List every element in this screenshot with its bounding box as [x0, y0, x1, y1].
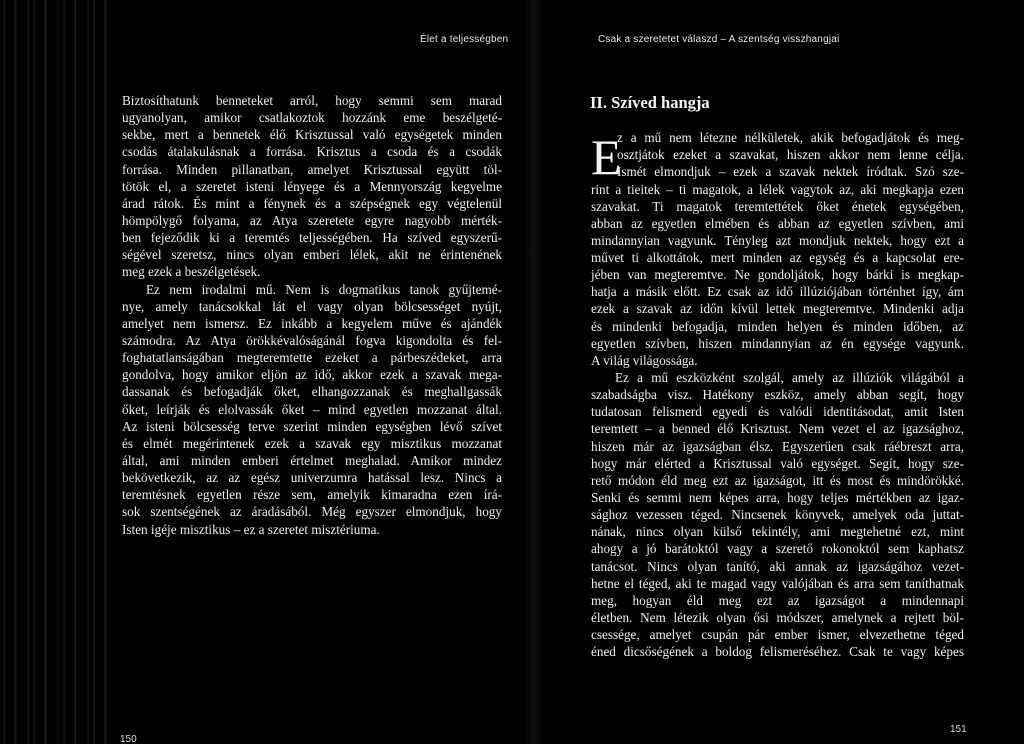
text-line: hiszen már az igazságban élsz. Egyszerűen csak ráébreszt arra, [591, 438, 964, 454]
text-line: ezek a szavak az időn kívül lettek megteremtve. Mindenki adja [591, 301, 964, 317]
text-line: amelyet nem ismersz. Ez inkább a kegyelem műve és ajándék [122, 315, 502, 331]
text-line: éned dicsőségének a boldog felismeréséhez. Csak te vagy képes [591, 644, 964, 660]
text-line: művet ti alkottátok, mert minden az egység és a kapcsolat ere- [591, 250, 964, 266]
text-line: életben. Nem létezik olyan ősi módszer, amelynek a rejtett böl- [591, 610, 964, 626]
text-line: teremtésnek egyetlen része sem, amelyik kimaradna ezen írá- [122, 487, 502, 503]
text-line: jében van megteremtve. Ne gondoljátok, hogy bárki is megkap- [591, 267, 964, 283]
text-line: teremtett – a benned élő Krisztust. Nem vezet el az igazsághoz, [591, 421, 964, 437]
text-line: Ez nem irodalmi mű. Nem is dogmatikus tanok gyűjtemé- [146, 281, 502, 297]
text-line: Ez a mű eszközként szolgál, amely az illúziók világából a [615, 370, 964, 386]
text-line: meg ezek a beszélgetések. [122, 264, 261, 280]
text-line: árad rátok. És mint a fénynek és a szépségnek egy végtelenül [122, 195, 502, 211]
left-page-number: 150 [120, 734, 137, 744]
drop-cap: E [591, 129, 622, 185]
text-line: számodra. Az Atya örökkévalóságánál fogva kigondolta és fel- [122, 332, 502, 348]
text-line: ben fejeződik ki a teremtés teljességében. Ha szíved egyszerű- [122, 230, 502, 246]
text-line: csessége, amelyet csupán pár ember ismer, elvezethetne téged [591, 627, 964, 643]
text-line: sok szentségének az áradásából. Még egyszer elmondjuk, hogy [122, 504, 502, 520]
text-line: ahogy a jó barátoktól vagy a szerető rokonoktól sem kaphatsz [591, 541, 964, 557]
text-line: Biztosíthatunk benneteket arról, hogy semmi sem marad [122, 93, 502, 108]
text-line: Az isteni bölcsesség terve szerint minden egységben lévő szívet [122, 418, 502, 434]
text-line: dassanak és befogadják őket, elhangozzanak és meghallgassák [122, 384, 502, 400]
text-line: tötök el, a szeretet isteni lényege és a Mennyország kegyelme [122, 178, 502, 194]
text-line: ségével szeretsz, nincs olyan emberi lélek, akit ne érintenének [122, 247, 502, 263]
text-line: és elmét megérintenek ezek a szavak egy misztikus mozzanat [122, 435, 502, 451]
text-line: őket, leírják és elolvassák őket – mind egyetlen mozzanat által. [122, 401, 502, 417]
text-line: nának, nincs olyan külső tekintély, ami megtehetné ezt, mint [591, 524, 964, 540]
text-line: tudatosan felismerd egyedi és valódi identitásodat, amit Isten [591, 404, 964, 420]
text-line: szavakat. Ti magatok teremtettétek őket énetek egységében, [591, 198, 964, 214]
text-line: z a mű nem létezne nélkületek, akik befogadjátok és meg- [617, 130, 964, 145]
right-page [534, 0, 1024, 744]
text-line: sekbe, mert a bennetek élő Krisztussal való egységetek minden [122, 127, 502, 143]
text-line: rint a tieitek – ti magatok, a lélek vagytok az, aki megkapja ezen [591, 181, 964, 197]
text-line: ugyanolyan, amikor csatlakoztok hozzánk eme beszélgeté- [122, 110, 502, 126]
text-line: hetne el téged, aki te magad vagy valójában és arra sem taníthatnak meg, hogyan éld meg ezt az igazságot a mindennapi [591, 575, 964, 608]
text-line: és mindenki befogadja, minden helyen és minden időben, az [591, 318, 964, 334]
text-line: abban az egyetlen elmében és abban az egyetlen szívben, ami [591, 215, 964, 231]
text-line: gondolva, hogy amikor eljön az idő, akkor ezek a szavak mega- [122, 367, 502, 383]
text-line: foghatatlanságában megteremtette ezeket a párbeszédeket, arra [122, 350, 502, 366]
text-line: egyetlen szívben, hiszen mindannyian az én egysége vagyunk. [591, 335, 964, 351]
text-line: tanácsot. Nincs olyan tanító, aki annak az igazságához vezet- [591, 558, 964, 574]
text-line: hömpölygő folyama, az Atya szeretete egyre nagyobb mérték- [122, 212, 502, 228]
text-line: osztjátok ezeket a szavakat, hiszen akkor nem lenne célja. [617, 147, 964, 163]
left-body-text [122, 92, 502, 538]
text-line: mindannyian vagyunk. Tényleg azt mondjuk nektek, hogy ezt a [591, 232, 964, 248]
text-line: forrása. Minden pillanatban, amelyet Krisztussal együtt töl- [122, 161, 502, 177]
right-body-text [591, 181, 964, 661]
right-page-number: 151 [950, 724, 967, 735]
text-line: szabadságba visz. Hatékony eszköz, amely abban segít, hogy [591, 387, 964, 403]
text-line: Senki és semmi nem képes arra, hogy teljes mértékben az igaz- [591, 490, 964, 506]
text-line: csodás átalakulásnak a forrása. Krisztus a csoda és a csodák [122, 144, 502, 160]
text-line: nye, amely tanácsokkal lát el vagy olyan bölcsességet nyújt, [122, 298, 502, 314]
text-line: Isten igéje misztikus – ez a szeretet misztériuma. [122, 521, 380, 537]
chapter-title: II. Szíved hangja [590, 93, 710, 112]
text-line: által, ami minden emberi értelmet meghalad. Amikor mindez [122, 452, 502, 468]
text-line: rető módon éld meg ezt az igazságot, itt és most és mindörökké. [591, 472, 964, 488]
text-line: sághoz vezessen téged. Nincsenek könyvek, amelyek oda juttat- [591, 507, 964, 523]
left-running-head: Élet a teljességben [420, 34, 509, 45]
text-line: hatja a másik előtt. Ez csak az idő illúziójában történhet így, ám [591, 284, 964, 300]
text-line: Ismét elmondjuk – ezek a szavak nektek íródtak. Szó sze- [617, 164, 964, 180]
text-line: hogy már elérted a Krisztussal való egységet. Segít, hogy sze- [591, 455, 964, 471]
text-line: bekövetkezik, az az egész univerzumra hatással lesz. Nincs a [122, 470, 502, 486]
text-line: A világ világossága. [591, 352, 698, 368]
drop-cap-text [617, 129, 964, 180]
right-running-head: Csak a szeretetet válaszd – A szentség visszhangjai [598, 34, 840, 45]
